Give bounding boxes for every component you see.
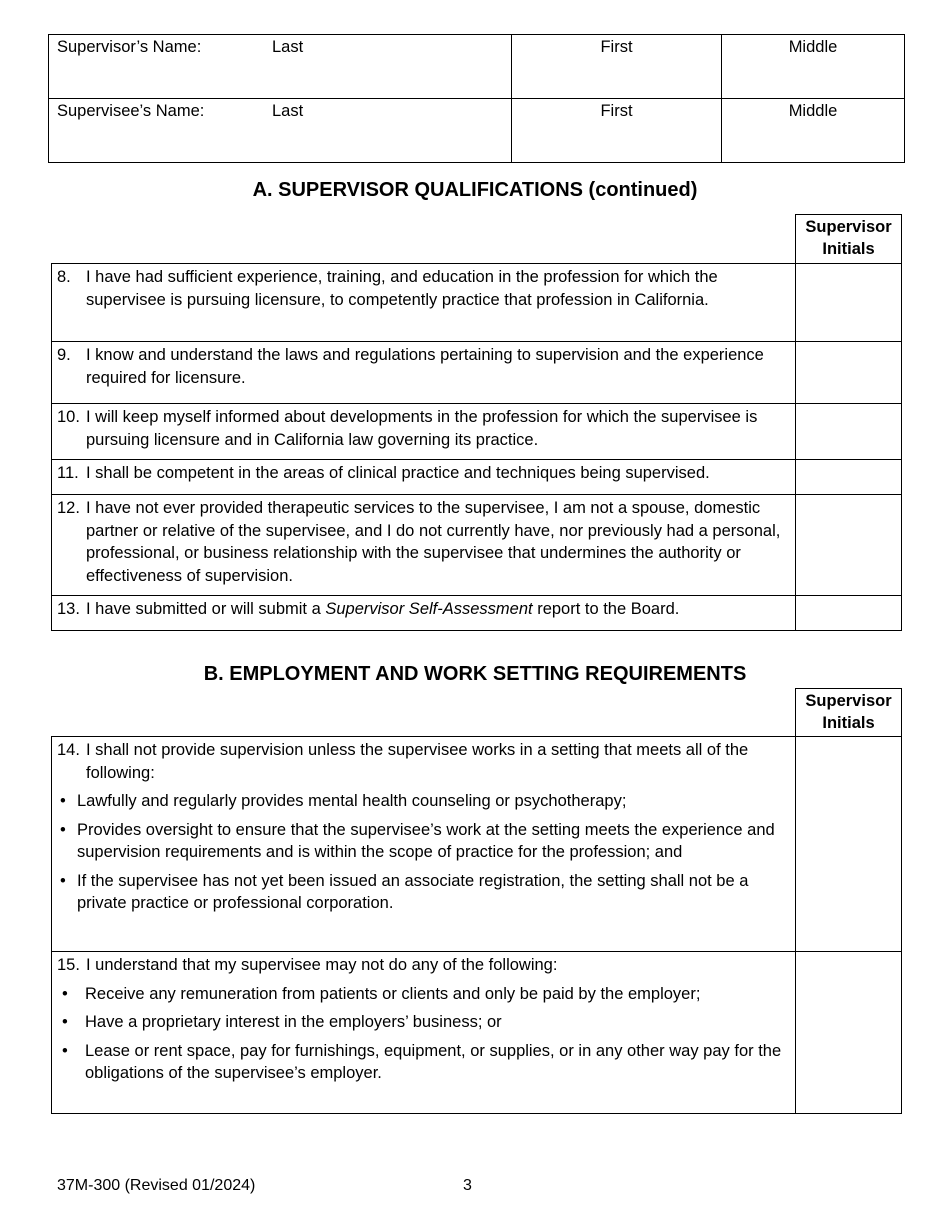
initials-field-9[interactable] — [796, 342, 902, 404]
item-number: 13. — [57, 600, 80, 618]
first-label: First — [600, 38, 633, 56]
item-11 — [52, 460, 796, 495]
bullet-item: • If the supervisee has not yet been issued an associate registration, the setting shall not be a private practice or professional corporation. — [60, 871, 749, 912]
item-row — [52, 596, 902, 631]
middle-label: Middle — [788, 102, 838, 120]
first-label: First — [600, 102, 633, 120]
item-row — [52, 460, 902, 495]
item-number: 12. — [57, 499, 80, 517]
bullet-icon: • — [60, 792, 66, 810]
initials-field-10[interactable] — [796, 404, 902, 460]
item-row — [52, 952, 902, 1114]
item-9 — [52, 342, 796, 404]
supervisor-middle-name-field[interactable] — [722, 35, 905, 99]
bullet-item: • Receive any remuneration from patients or clients and only be paid by the employer; — [57, 983, 790, 1006]
initials-field-8[interactable] — [796, 264, 902, 342]
initials-field-13[interactable] — [796, 596, 902, 631]
item-14 — [52, 737, 796, 952]
item-14-bullets — [57, 790, 790, 915]
bullet-icon: • — [62, 1041, 68, 1060]
initials-field-12[interactable] — [796, 495, 902, 596]
initials-field-11[interactable] — [796, 460, 902, 495]
item-row — [52, 404, 902, 460]
item-row — [52, 342, 902, 404]
initials-header: Supervisor Initials — [796, 689, 902, 737]
item-text: I have submitted or will submit a — [86, 600, 326, 618]
item-text-italic: Supervisor Self-Assessment — [325, 600, 533, 618]
item-15 — [52, 952, 796, 1114]
item-10 — [52, 404, 796, 460]
section-a-header-row — [52, 215, 902, 264]
item-text: I shall not provide supervision unless the supervisee works in a setting that meets all of the following: — [86, 741, 749, 782]
bullet-item: • Lawfully and regularly provides mental health counseling or psychotherapy; — [57, 790, 790, 813]
supervisee-first-name-field[interactable] — [512, 99, 722, 163]
item-number: 8. — [57, 268, 71, 286]
item-text: report to the Board. — [532, 600, 680, 618]
item-row — [52, 264, 902, 342]
item-8 — [52, 264, 796, 342]
initials-header: Supervisor Initials — [796, 215, 902, 264]
bullet-item: • Provides oversight to ensure that the supervisee’s work at the setting meets the experience and supervision requirements and is within the scope of practice for the profession; and — [60, 820, 775, 861]
item-text: I will keep myself informed about developments in the profession for which the supervisee is pursuing licensure and in California law governing its practice. — [86, 408, 758, 449]
initials-field-14[interactable] — [796, 737, 902, 952]
bullet-icon: • — [60, 820, 66, 839]
initials-field-15[interactable] — [796, 952, 902, 1114]
item-row — [52, 737, 902, 952]
bullet-icon: • — [62, 1013, 68, 1031]
item-number: 15. — [57, 956, 80, 974]
item-13 — [52, 596, 796, 631]
supervisee-last-name-field[interactable] — [49, 99, 512, 163]
supervisor-name-row — [49, 35, 905, 99]
item-number: 14. — [57, 741, 80, 759]
item-number: 10. — [57, 408, 80, 426]
supervisee-name-label: Supervisee’s Name: — [57, 102, 205, 120]
bullet-item: • Lease or rent space, pay for furnishings, equipment, or supplies, or in any other way pay for the obligations of the supervisee’s employer. — [62, 1041, 782, 1082]
bullet-icon: • — [62, 984, 68, 1003]
supervisor-last-name-field[interactable] — [49, 35, 512, 99]
page-number: 3 — [463, 1177, 472, 1194]
section-a-title: A. SUPERVISOR QUALIFICATIONS (continued) — [252, 179, 698, 201]
bullet-icon: • — [60, 871, 66, 890]
item-row — [52, 495, 902, 596]
item-number: 9. — [57, 346, 71, 364]
names-table — [48, 34, 905, 163]
supervisee-name-row — [49, 99, 905, 163]
supervisor-name-label: Supervisor’s Name: — [57, 38, 202, 56]
supervisee-middle-name-field[interactable] — [722, 99, 905, 163]
section-a-table — [51, 214, 902, 631]
section-b-header-row — [52, 689, 902, 737]
last-label: Last — [272, 38, 304, 56]
item-text: I have had sufficient experience, training, and education in the profession for which the supervisee is pursuing licensure, to competently practice that profession in California. — [86, 268, 718, 309]
section-b-title: B. EMPLOYMENT AND WORK SETTING REQUIREMENTS — [203, 663, 747, 685]
item-number: 11. — [57, 464, 79, 482]
item-text: I have not ever provided therapeutic services to the supervisee, I am not a spouse, domestic partner or relative of the supervisee, and I do not currently have, nor previously had a personal, professional, or business relationship with the supervisee that undermines the authority or effectiveness of supervision. — [86, 499, 781, 585]
item-15-bullets — [57, 983, 790, 1085]
item-text: I shall be competent in the areas of clinical practice and techniques being supervised. — [86, 464, 710, 482]
section-b-table — [51, 688, 902, 1114]
form-id: 37M-300 (Revised 01/2024) — [57, 1177, 256, 1194]
item-12 — [52, 495, 796, 596]
last-label: Last — [272, 102, 304, 120]
supervisor-first-name-field[interactable] — [512, 35, 722, 99]
item-text: I understand that my supervisee may not do any of the following: — [86, 956, 558, 974]
item-text: I know and understand the laws and regulations pertaining to supervision and the experience required for licensure. — [86, 346, 764, 387]
bullet-item: • Have a proprietary interest in the employers’ business; or — [57, 1011, 790, 1034]
middle-label: Middle — [788, 38, 838, 56]
